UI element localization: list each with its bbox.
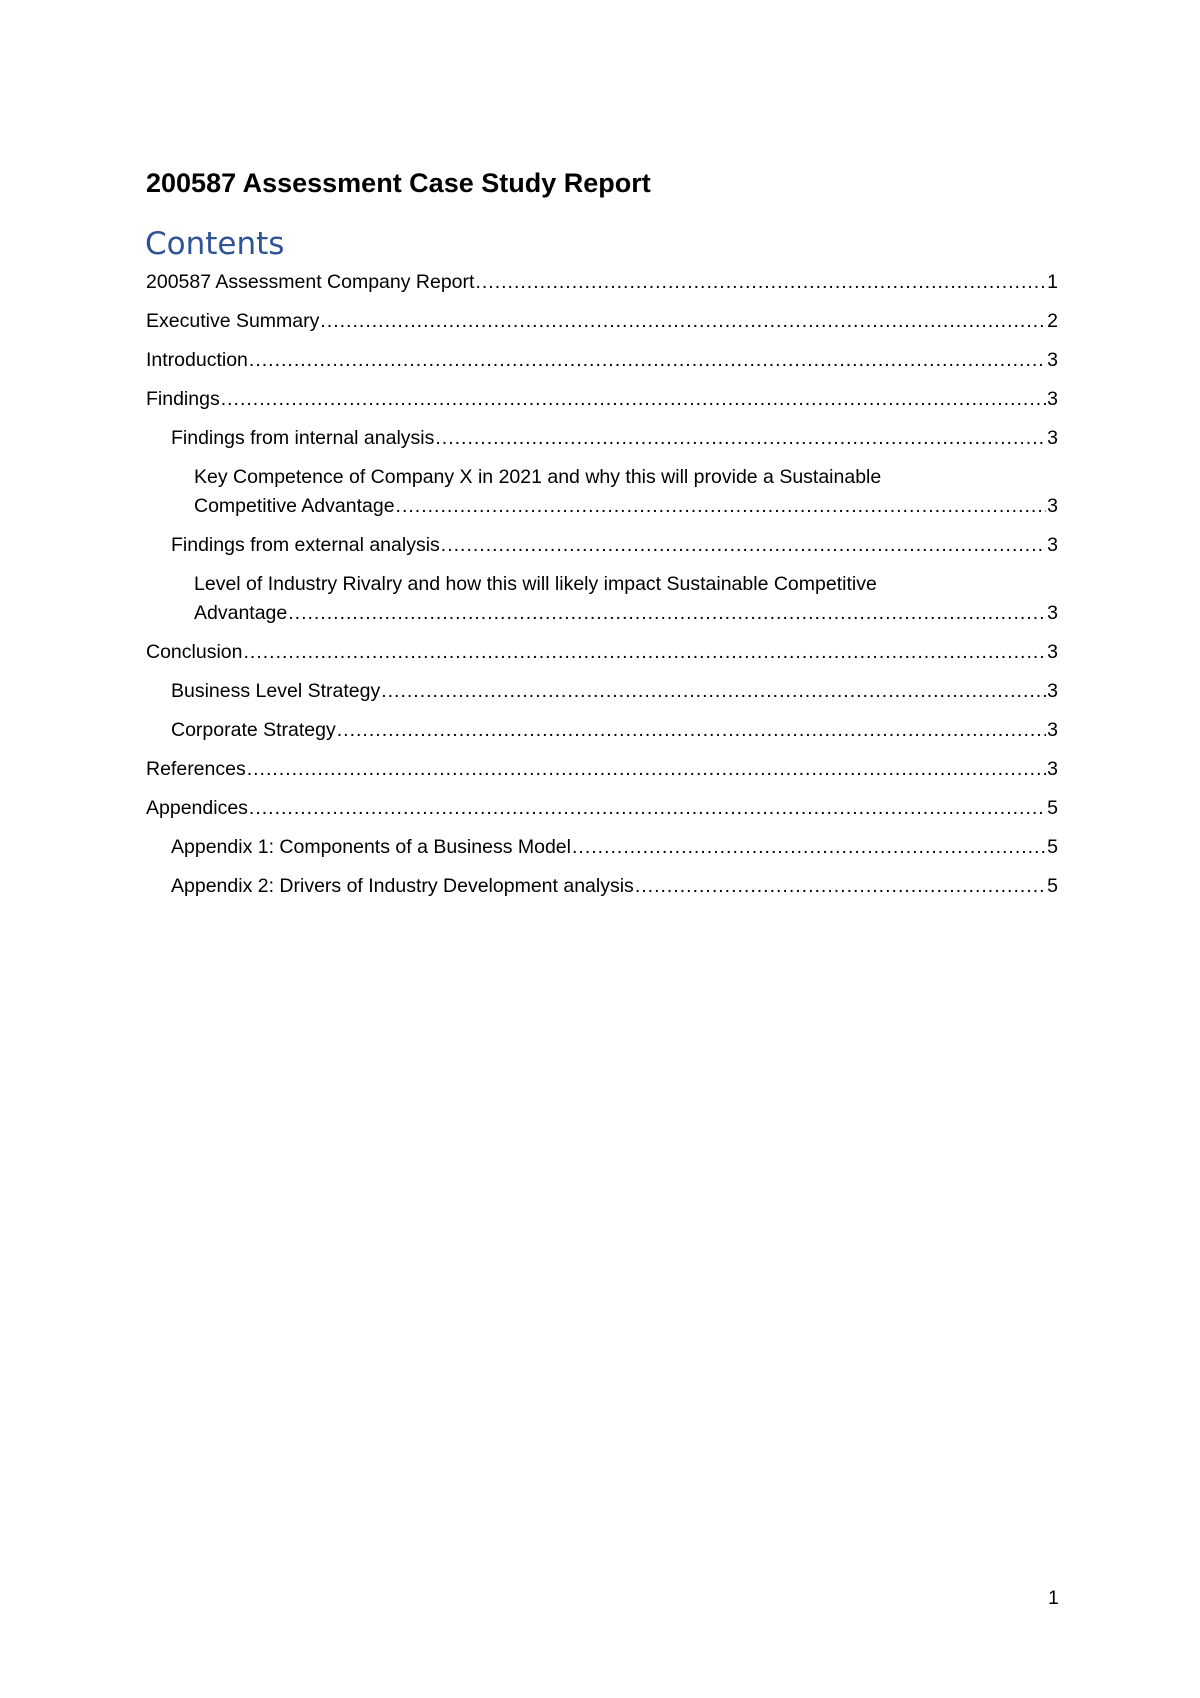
toc-page-number: 3 <box>1047 495 1058 517</box>
toc-page-number: 1 <box>1047 271 1058 293</box>
toc-page-number: 2 <box>1047 310 1058 332</box>
toc-leader-dots <box>396 492 1047 521</box>
toc-leader-dots <box>572 833 1046 862</box>
toc-leader-dots <box>381 677 1046 706</box>
toc-entry[interactable] <box>146 872 1058 901</box>
toc-entry-label: Corporate Strategy <box>171 719 336 741</box>
toc-leader-dots <box>249 346 1046 375</box>
document-title: 200587 Assessment Case Study Report <box>146 168 651 198</box>
toc-entry[interactable] <box>146 385 1058 414</box>
toc-page-number: 3 <box>1047 534 1058 556</box>
toc-entry-label: Appendix 2: Drivers of Industry Development analysis <box>171 875 634 897</box>
toc-entry[interactable] <box>146 677 1058 706</box>
toc-leader-dots <box>288 599 1046 628</box>
toc-page-number: 5 <box>1047 836 1058 858</box>
table-of-contents <box>146 268 1058 911</box>
toc-entry-label: Findings <box>146 388 220 410</box>
toc-leader-dots <box>337 716 1046 745</box>
toc-leader-dots <box>221 385 1046 414</box>
toc-page-number: 3 <box>1047 427 1058 449</box>
toc-entry-label: Competitive Advantage <box>194 495 395 517</box>
toc-entry[interactable] <box>146 570 1058 628</box>
toc-page-number: 3 <box>1047 719 1058 741</box>
toc-entry-label: Advantage <box>194 602 288 624</box>
toc-page-number: 3 <box>1047 641 1058 663</box>
toc-entry-label: Conclusion <box>146 641 243 663</box>
toc-entry[interactable] <box>146 463 1058 521</box>
toc-entry-label: 200587 Assessment Company Report <box>146 271 475 293</box>
toc-entry-label: Executive Summary <box>146 310 320 332</box>
toc-page-number: 3 <box>1047 349 1058 371</box>
toc-leader-dots <box>475 268 1046 297</box>
toc-entry[interactable] <box>146 716 1058 745</box>
toc-entry-label-line1: Key Competence of Company X in 2021 and why this will provide a Sustainable <box>194 466 882 488</box>
toc-entry-label: Findings from external analysis <box>171 534 440 556</box>
toc-entry-label-line1: Level of Industry Rivalry and how this will likely impact Sustainable Competitive <box>194 573 877 595</box>
toc-page-number: 3 <box>1047 602 1058 624</box>
page-number: 1 <box>1048 1587 1059 1609</box>
toc-leader-dots <box>635 872 1046 901</box>
toc-page-number: 3 <box>1047 680 1058 702</box>
toc-entry-label: References <box>146 758 246 780</box>
toc-leader-dots <box>435 424 1046 453</box>
toc-leader-dots <box>320 307 1046 336</box>
toc-entry[interactable] <box>146 638 1058 667</box>
toc-page-number: 3 <box>1047 388 1058 410</box>
toc-entry[interactable] <box>146 307 1058 336</box>
toc-page-number: 5 <box>1047 875 1058 897</box>
toc-entry[interactable] <box>146 268 1058 297</box>
toc-entry-label: Findings from internal analysis <box>171 427 435 449</box>
toc-entry[interactable] <box>146 833 1058 862</box>
toc-entry[interactable] <box>146 755 1058 784</box>
toc-page-number: 3 <box>1047 758 1058 780</box>
toc-page-number: 5 <box>1047 797 1058 819</box>
toc-entry[interactable] <box>146 794 1058 823</box>
toc-leader-dots <box>243 638 1046 667</box>
toc-entry[interactable] <box>146 346 1058 375</box>
toc-leader-dots <box>247 755 1046 784</box>
toc-entry-label: Introduction <box>146 349 248 371</box>
toc-entry-label: Appendices <box>146 797 248 819</box>
toc-leader-dots <box>441 531 1046 560</box>
toc-entry[interactable] <box>146 424 1058 453</box>
toc-heading: Contents <box>145 226 285 262</box>
toc-leader-dots <box>249 794 1046 823</box>
toc-entry-label: Appendix 1: Components of a Business Model <box>171 836 571 858</box>
toc-entry-label: Business Level Strategy <box>171 680 381 702</box>
toc-entry[interactable] <box>146 531 1058 560</box>
